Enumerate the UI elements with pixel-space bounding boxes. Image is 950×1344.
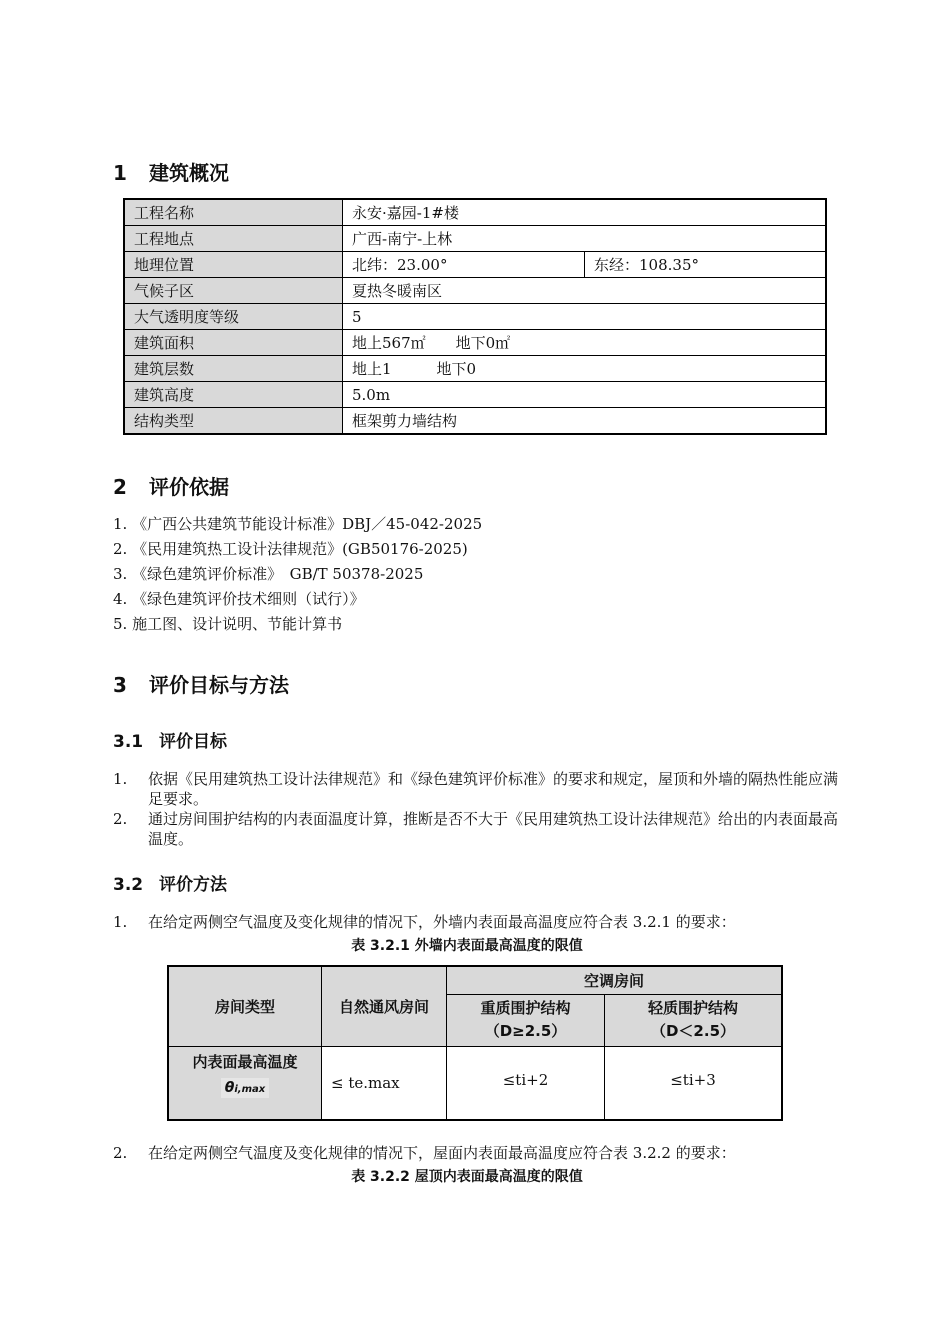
info-label: 地理位置 xyxy=(124,252,343,278)
section-3-heading xyxy=(113,669,289,698)
theta-symbol xyxy=(221,1078,269,1098)
light-label: 轻质围护结构 xyxy=(647,999,738,1017)
info-label: 工程地点 xyxy=(124,226,343,252)
info-row xyxy=(124,356,826,382)
method-number: 1. xyxy=(113,913,128,931)
info-label: 建筑面积 xyxy=(124,330,343,356)
header-air-conditioned: 空调房间 xyxy=(447,966,783,994)
section-2-heading xyxy=(113,471,229,500)
section-1-heading xyxy=(113,157,229,186)
section-title: 评价方法 xyxy=(159,875,227,895)
section-number: 3 xyxy=(113,673,127,697)
row-label-cell xyxy=(168,1046,322,1120)
goal-text: 依据《民用建筑热工设计法律规范》和《绿色建筑评价标准》的要求和规定，屋顶和外墙的隔热性能应满足要求。 xyxy=(148,770,839,808)
basis-item: 5. 施工图、设计说明、节能计算书 xyxy=(113,615,343,633)
basis-item: 3. 《绿色建筑评价标准》 GB/T 50378-2025 xyxy=(113,565,424,583)
info-value: 夏热冬暖南区 xyxy=(343,278,827,304)
info-row xyxy=(124,330,826,356)
basis-item: 4. 《绿色建筑评价技术细则（试行）》 xyxy=(113,590,365,608)
section-title: 评价目标与方法 xyxy=(149,673,289,697)
heavy-d: （D≥2.5） xyxy=(484,1022,567,1040)
info-label: 气候子区 xyxy=(124,278,343,304)
section-number: 3.2 xyxy=(113,875,144,895)
theta-char: θ xyxy=(224,1079,235,1096)
method-text: 在给定两侧空气温度及变化规律的情况下，外墙内表面最高温度应符合表 3.2.1 的要求： xyxy=(148,913,736,931)
light-value: ≤ti+3 xyxy=(605,1046,783,1120)
info-row xyxy=(124,278,826,304)
theta-subscript: i,max xyxy=(234,1083,266,1095)
info-value: 永安·嘉园-1#楼 xyxy=(343,199,827,226)
info-label: 建筑层数 xyxy=(124,356,343,382)
info-label: 建筑高度 xyxy=(124,382,343,408)
info-value: 地上567㎡ 地下0㎡ xyxy=(343,330,827,356)
natural-value: ≤ te.max xyxy=(322,1046,447,1120)
info-value: 北纬：23.00° xyxy=(343,252,585,278)
section-3-1-heading xyxy=(113,727,227,752)
table-caption: 表 3.2.2 屋顶内表面最高温度的限值 xyxy=(351,1169,583,1185)
section-number: 3.1 xyxy=(113,732,144,752)
section-number: 1 xyxy=(113,161,127,185)
info-value: 地上1 地下0 xyxy=(343,356,827,382)
header-natural-ventilation: 自然通风房间 xyxy=(322,966,447,1046)
header-light-envelope xyxy=(605,994,783,1046)
wall-temp-limit-table xyxy=(167,965,783,1121)
info-row xyxy=(124,304,826,330)
section-number: 2 xyxy=(113,475,127,499)
info-row xyxy=(124,252,826,278)
info-label: 工程名称 xyxy=(124,199,343,226)
basis-item: 1. 《广西公共建筑节能设计标准》DBJ／45-042-2025 xyxy=(113,515,483,533)
section-title: 评价目标 xyxy=(159,732,227,752)
method-text: 在给定两侧空气温度及变化规律的情况下，屋面内表面最高温度应符合表 3.2.2 的要求： xyxy=(148,1144,736,1162)
heavy-label: 重质围护结构 xyxy=(480,999,571,1017)
info-label: 大气透明度等级 xyxy=(124,304,343,330)
info-row xyxy=(124,199,826,226)
info-row xyxy=(124,226,826,252)
info-row xyxy=(124,408,826,435)
goal-number: 2. xyxy=(113,810,128,828)
basis-item: 2. 《民用建筑热工设计法律规范》(GB50176-2025) xyxy=(113,540,468,558)
info-row xyxy=(124,382,826,408)
method-number: 2. xyxy=(113,1144,128,1162)
info-value: 5 xyxy=(343,304,827,330)
section-3-2-heading xyxy=(113,870,227,895)
section-title: 评价依据 xyxy=(149,475,229,499)
info-value-secondary: 东经：108.35° xyxy=(585,252,827,278)
info-value: 框架剪力墙结构 xyxy=(343,408,827,435)
header-heavy-envelope xyxy=(447,994,605,1046)
heavy-value: ≤ti+2 xyxy=(447,1046,605,1120)
building-info-table xyxy=(123,198,827,435)
table-caption: 表 3.2.1 外墙内表面最高温度的限值 xyxy=(351,938,583,954)
info-label: 结构类型 xyxy=(124,408,343,435)
info-value: 广西-南宁-上林 xyxy=(343,226,827,252)
section-title: 建筑概况 xyxy=(149,161,229,185)
goal-number: 1. xyxy=(113,770,128,788)
goal-text: 通过房间围护结构的内表面温度计算，推断是否不大于《民用建筑热工设计法律规范》给出的内表面最高温度。 xyxy=(148,810,839,848)
header-room-type: 房间类型 xyxy=(168,966,322,1046)
light-d: （D＜2.5） xyxy=(650,1022,736,1040)
info-value: 5.0m xyxy=(343,382,827,408)
row-label: 内表面最高温度 xyxy=(192,1052,298,1071)
